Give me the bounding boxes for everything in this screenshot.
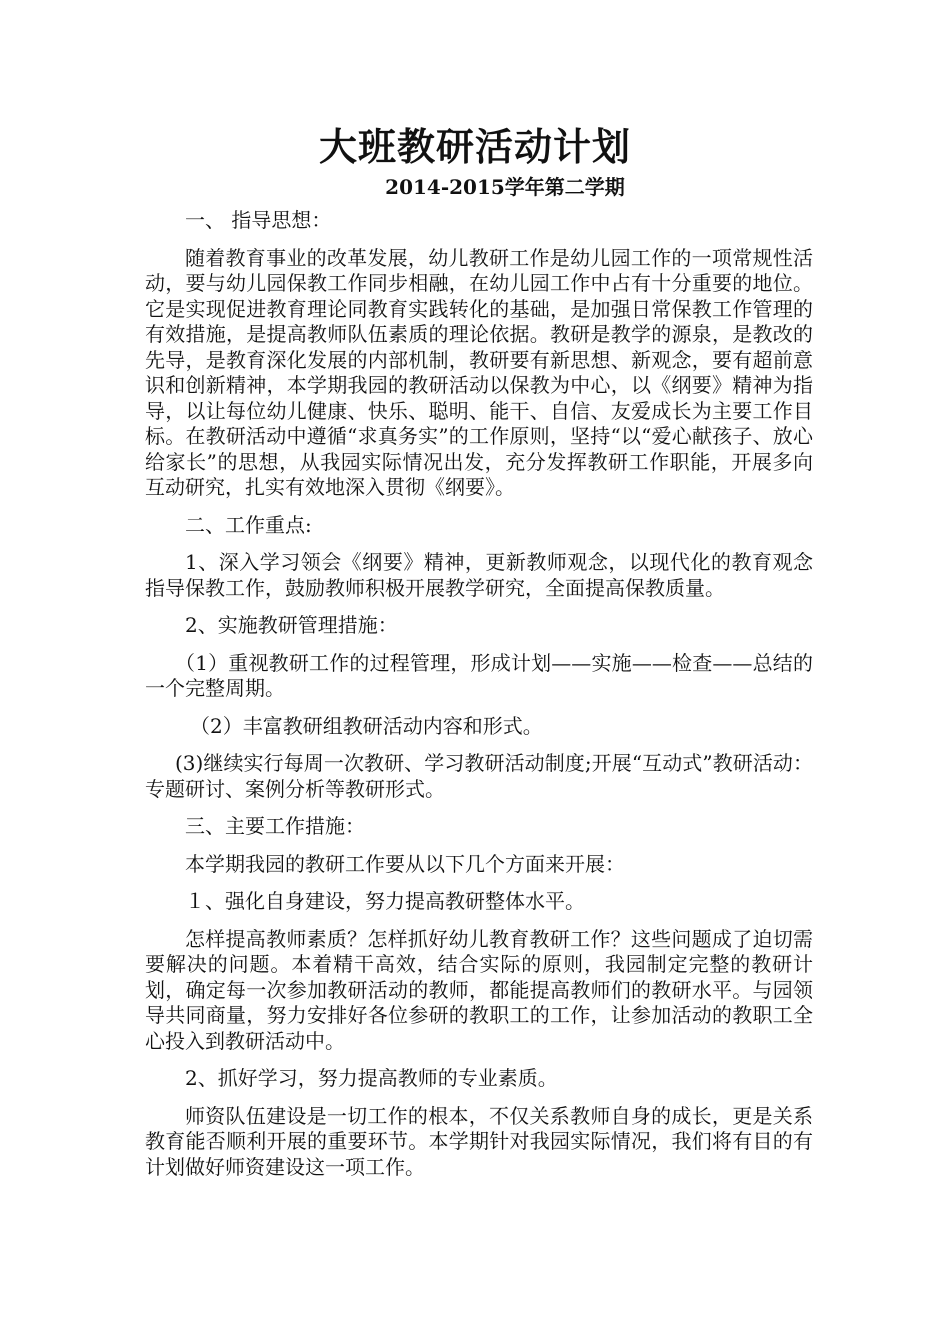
document-title: 大班教研活动计划 xyxy=(318,125,631,169)
section-heading-work-focus: 二、工作重点: xyxy=(185,512,312,537)
document-subtitle: 2014-2015学年第二学期 xyxy=(385,175,625,199)
document-body xyxy=(145,208,813,1192)
section-heading-main-measures: 三、主要工作措施： xyxy=(185,814,365,838)
paragraph-focus-1: 1、深入学习领会《纲要》精神，更新教师观念，以现代化的教育观念指导保教工作，鼓励教师积极开展教学研究，全面提高保教质量。 xyxy=(145,550,813,600)
paragraph-measure-2: （2）丰富教研组教研活动内容和形式。 xyxy=(190,713,543,738)
paragraph-item-2-heading: 2、抓好学习，努力提高教师的专业素质。 xyxy=(185,1066,558,1090)
paragraph-guiding-thought: 随着教育事业的改革发展，幼儿教研工作是幼儿园工作的一项常规性活动，要与幼儿园保教工作同步相融，在幼儿园工作中占有十分重要的地位。它是实现促进教育理论同教育实践转化的基础，是加强日常保教工作管理的有效措施，是提高教师队伍素质的理论依据。教研是教学的源泉，是教改的先导，是教育深化发展的内部机制，教研要有新思想、新观念，要有超前意识和创新精神，本学期我园的教研活动以保教为中心，以《纲要》精神为指导，以让每位幼儿健康、快乐、聪明、能干、自信、友爱成长为主要工作目标。在教研活动中遵循“求真务实”的工作原则，坚持“以“爱心献孩子、放心给家长”的思想，从我园实际情况出发，充分发挥教研工作职能，开展多向互动研究，扎实有效地深入贯彻《纲要》。 xyxy=(145,245,813,499)
section-heading-guiding-thought: 一、 指导思想： xyxy=(185,208,332,232)
paragraph-item-1-heading: １、强化自身建设，努力提高教研整体水平。 xyxy=(185,889,585,913)
paragraph-item-1-body: 怎样提高教师素质？怎样抓好幼儿教育教研工作？这些问题成了迫切需要解决的问题。本着精干高效，结合实际的原则，我园制定完整的教研计划，确定每一次参加教研活动的教师，都能提高教师们的教研水平。与园领导共同商量，努力安排好各位参研的教职工的工作，让参加活动的教职工全心投入到教研活动中。 xyxy=(145,926,813,1053)
paragraph-intro-measures: 本学期我园的教研工作要从以下几个方面来开展： xyxy=(185,851,625,876)
paragraph-item-2-body: 师资队伍建设是一切工作的根本，不仅关系教师自身的成长，更是关系教育能否顺利开展的重要环节。本学期针对我园实际情况，我们将有目的有计划做好师资建设这一项工作。 xyxy=(145,1103,813,1179)
paragraph-focus-2: 2、实施教研管理措施： xyxy=(185,613,398,637)
paragraph-measure-3: (3)继续实行每周一次教研、学习教研活动制度;开展“互动式”教研活动：专题研讨、案例分析等教研形式。 xyxy=(145,751,813,801)
paragraph-measure-1: （1）重视教研工作的过程管理，形成计划——实施——检查——总结的一个完整周期。 xyxy=(145,650,813,700)
